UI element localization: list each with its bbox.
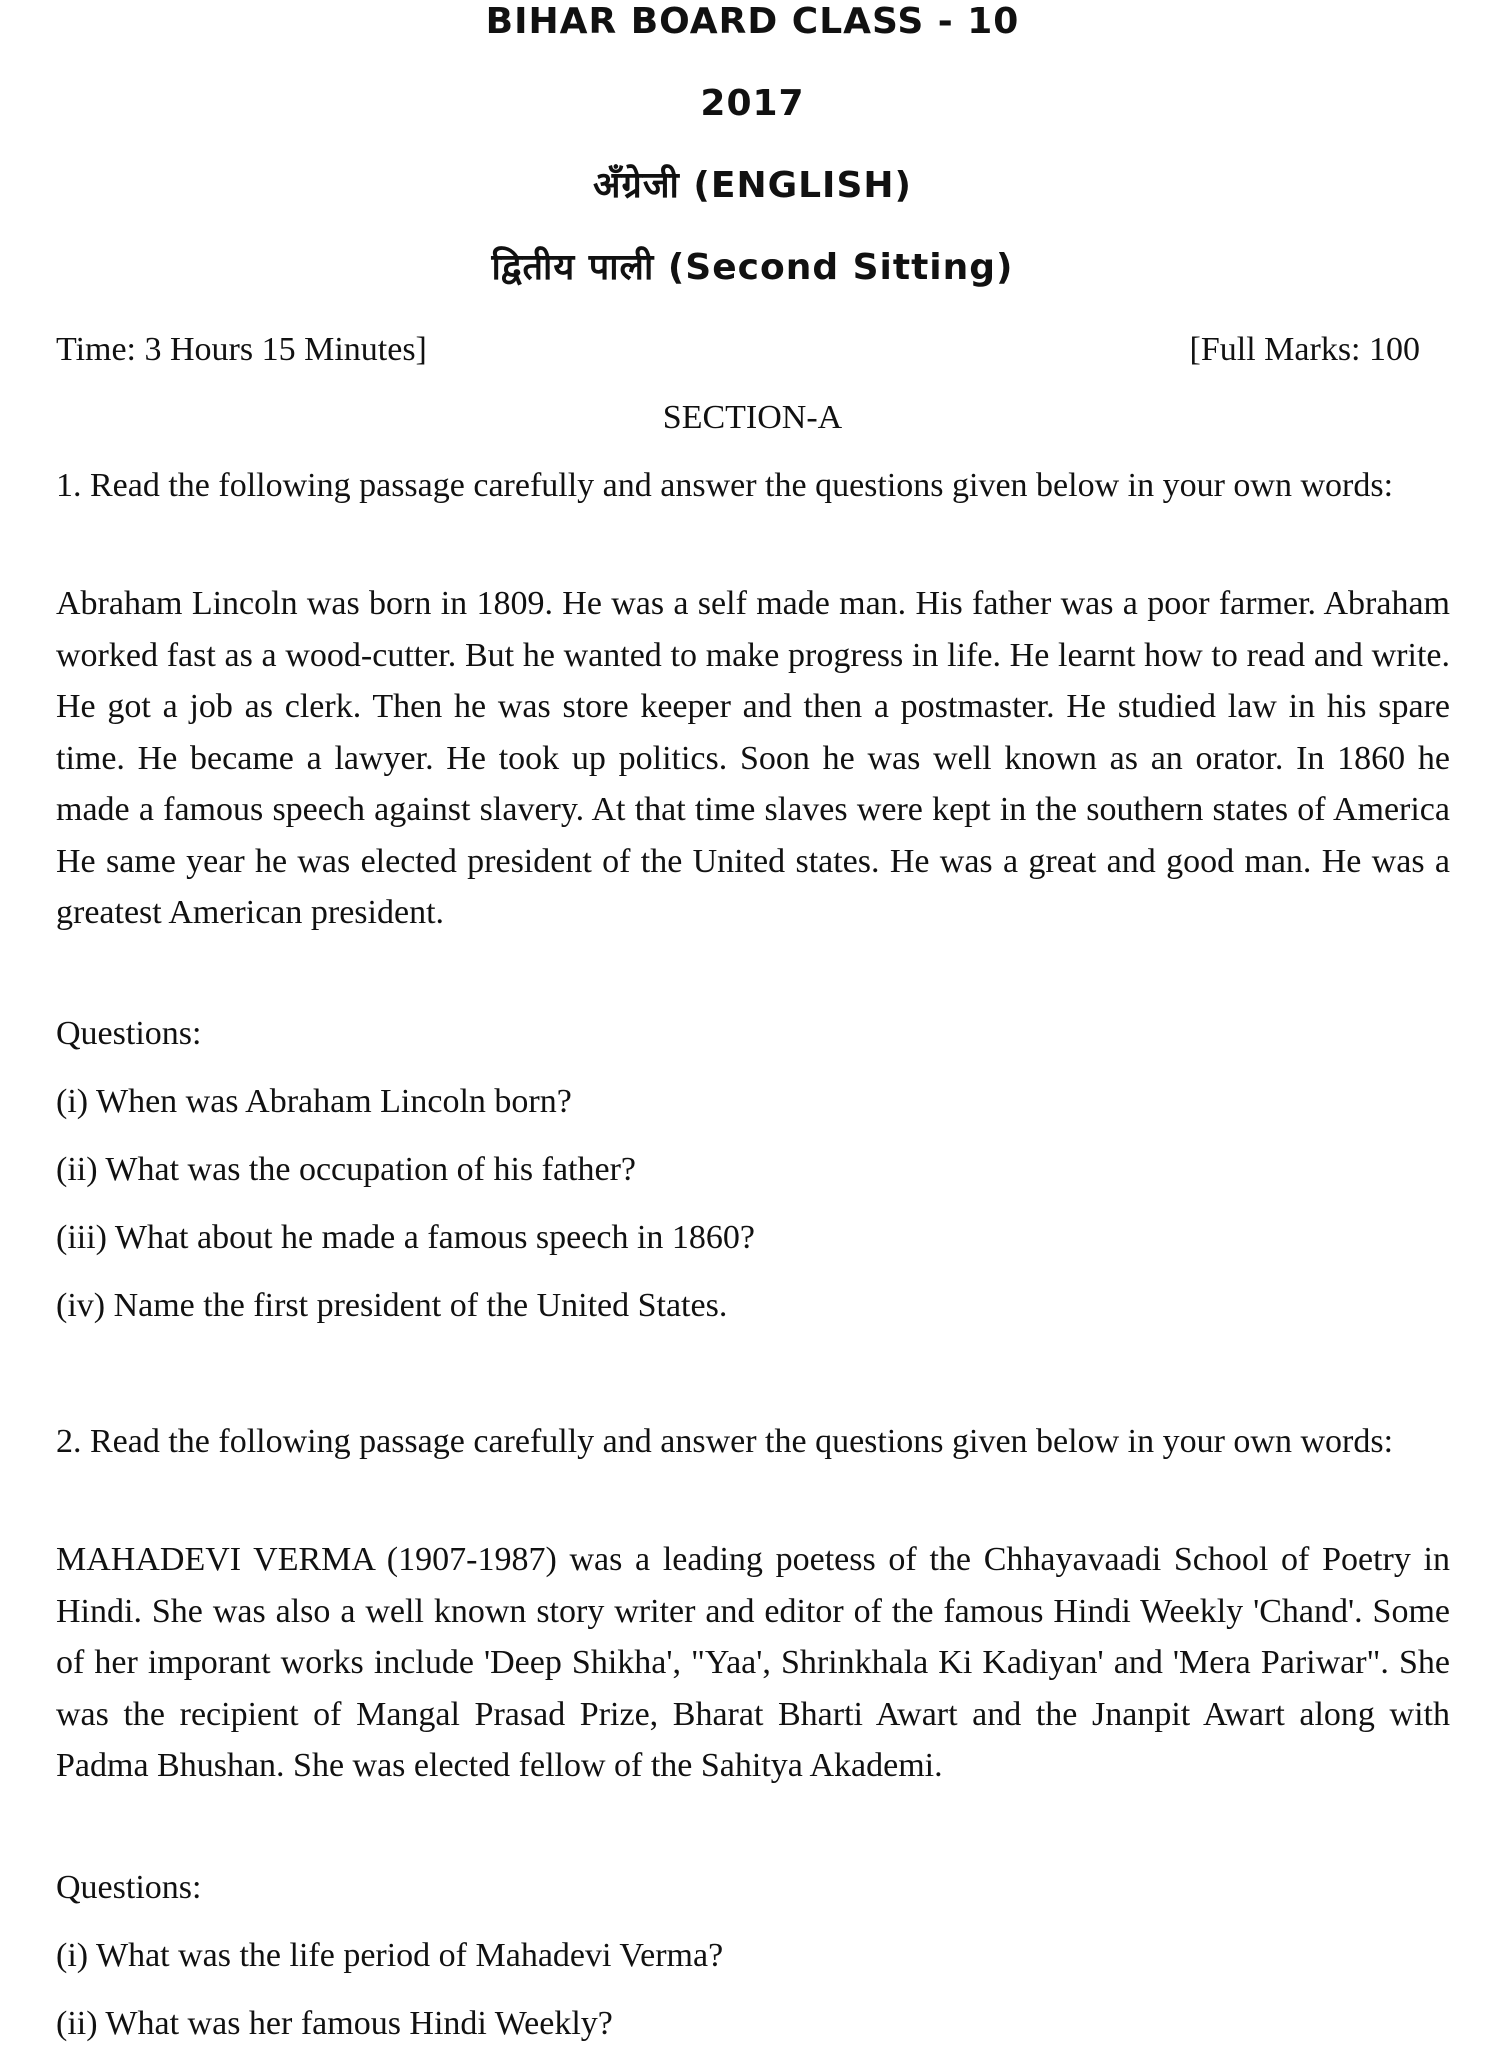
- exam-time: Time: 3 Hours 15 Minutes]: [56, 331, 427, 368]
- full-marks: [Full Marks: 100: [1189, 331, 1420, 368]
- question-1-item: (i) When was Abraham Lincoln born?: [56, 1083, 572, 1120]
- question-1-item: (ii) What was the occupation of his father?: [56, 1151, 636, 1188]
- question-1-questions-list: [56, 1076, 1450, 1348]
- question-2-questions-list: [56, 1930, 1450, 2066]
- question-1-passage: Abraham Lincoln was born in 1809. He was a self made man. His father was a poor farmer. Abraham worked fast as a wood-cutter. But he wanted to make progress in life. He learnt how to read and write. He got a job as clerk. Then he was store keeper and then a postmaster. He studied law in his spare time. He became a lawyer. He took up politics. Soon he was well known as an orator. In 1860 he made a famous speech against slavery. At that time slaves were kept in the southern states of America He same year he was elected president of the United states. He was a great and good man. He was a greatest American president.: [56, 585, 1450, 931]
- question-2-questions-heading: Questions:: [56, 1869, 202, 1906]
- board-title: BIHAR BOARD CLASS - 10: [485, 1, 1020, 42]
- exam-year: 2017: [700, 83, 805, 124]
- question-2-passage: MAHADEVI VERMA (1907-1987) was a leading poetess of the Chhayavaadi School of Poetry in Hindi. She was also a well known story writer and editor of the famous Hindi Weekly 'Chand'. Some of her imporant works include 'Deep Shikha', "Yaa', Shrinkhala Ki Kadiyan' and 'Mera Pariwar". She was the recipient of Mangal Prasad Prize, Bharat Bharti Awart and the Jnanpit Awart along with Padma Bhushan. She was elected fellow of the Sahitya Akademi.: [56, 1541, 1450, 1784]
- sitting-title: द्वितीय पाली (Second Sitting): [491, 247, 1014, 288]
- exam-meta-row: [56, 328, 1420, 372]
- question-1-item: (iii) What about he made a famous speech in 1860?: [56, 1219, 755, 1256]
- question-1-item: (iv) Name the first president of the United States.: [56, 1287, 728, 1324]
- question-1-prompt: 1. Read the following passage carefully and answer the questions given below in your own words:: [56, 467, 1394, 504]
- question-2-item: (i) What was the life period of Mahadevi Verma?: [56, 1937, 724, 1974]
- question-1-questions-heading: Questions:: [56, 1015, 202, 1052]
- subject-title: अँग्रेजी (ENGLISH): [593, 165, 912, 206]
- question-2-prompt: 2. Read the following passage carefully and answer the questions given below in your own words:: [56, 1423, 1394, 1460]
- question-2-item: (ii) What was her famous Hindi Weekly?: [56, 2005, 613, 2042]
- section-heading: SECTION-A: [662, 399, 843, 436]
